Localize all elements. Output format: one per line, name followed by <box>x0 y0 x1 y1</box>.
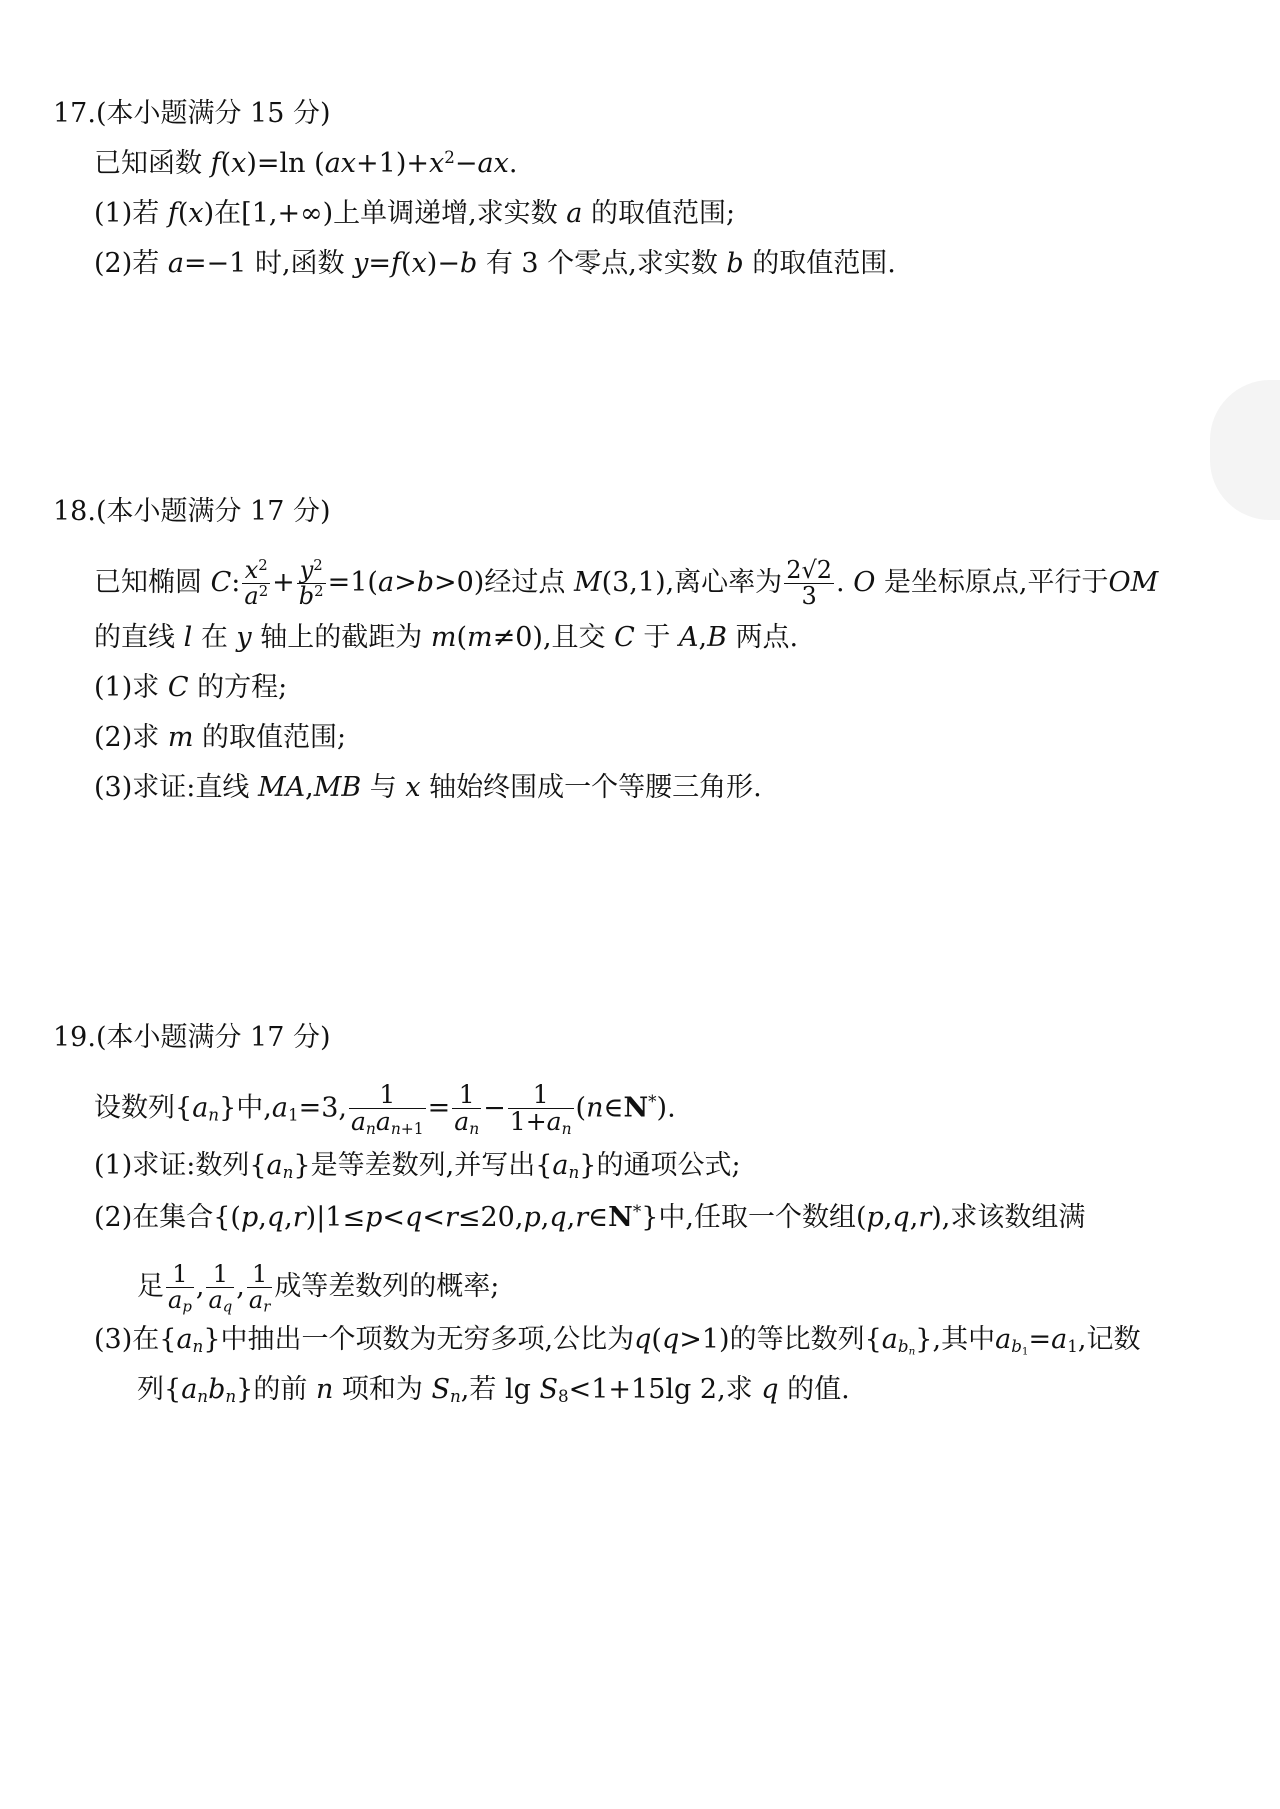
q18-line2-b: 在 <box>192 622 237 653</box>
q18-part2: (2)求 m 的取值范围; <box>94 722 347 753</box>
q18-stem: 已知椭圆 C: $\frac{x^2}{a^2}$ + $\frac{y^2}{b^2}$ =1(a>b>0)经过点 M(3,1),离心率为 $\frac{2√2}{3}$ . O 是坐标原点,平行于OM <box>94 555 1159 611</box>
q19-part3-d: ,其中 <box>932 1324 996 1355</box>
q18-part1-label: (1)求 <box>94 672 168 703</box>
q19-part2-line2-b: 成等差数列的概率; <box>274 1271 500 1303</box>
q19-part3-line2-d: ,若 lg <box>460 1374 540 1405</box>
q19-part2-a: (2)在集合 <box>94 1202 214 1233</box>
q19-part2-c: ,求该数组满 <box>941 1202 1086 1233</box>
q17-part2: (2)若 a=−1 时,函数 y=f(x)−b 有 3 个零点,求实数 b 的取值范围. <box>94 248 896 279</box>
q19-part3-a: (3)在 <box>94 1324 160 1355</box>
q18-line2-e: 于 <box>634 622 679 653</box>
q18-heading: 18.(本小题满分 17 分) <box>53 496 331 527</box>
q19-part1-a: (1)求证:数列 <box>94 1150 250 1181</box>
q19-part1-c: 的通项公式; <box>596 1150 741 1181</box>
q19-part3-b: 中抽出一个项数为无穷多项,公比为 <box>220 1324 635 1355</box>
q19-part3: (3)在$\{a_n\}$中抽出一个项数为无穷多项,公比为q(q>1)的等比数列$\{a_{b_n}\}$,其中$a_{b_1}=a_1$,记数 <box>94 1324 1141 1358</box>
q17-stem: 已知函数 f(x)=ln $(ax+1)+x^2-ax$. <box>94 146 518 179</box>
q17-part1-end: 的取值范围; <box>582 198 736 229</box>
q17-stem-text: 已知函数 <box>94 148 211 179</box>
q19-part3-line2-e: <1+15lg 2,求 <box>568 1374 762 1405</box>
q18-part3-label: (3)求证:直线 <box>94 772 258 803</box>
q18-stem-condition: 经过点 <box>484 567 574 599</box>
q19-stem-mid: 中, <box>236 1092 272 1124</box>
q18-stem-after: 是坐标原点,平行于 <box>883 567 1109 599</box>
q19-part3-line2: 列$\{a_nb_n\}$的前 n 项和为 $S_n$,若 $\lg S_8<1+15\lg$ 2,求 q 的值. <box>137 1374 850 1407</box>
q19-stem-text: 设数列 <box>94 1092 175 1124</box>
q18-stem-point: (3,1),离心率为 <box>601 567 783 599</box>
q19-part1-b: 是等差数列,并写出 <box>310 1150 536 1181</box>
q18-part2-end: 的取值范围; <box>193 722 347 753</box>
q19-part3-e: ,记数 <box>1077 1324 1141 1355</box>
q18-line2-f: 两点. <box>726 622 799 653</box>
q18-line2-c: 轴上的截距为 <box>251 622 431 653</box>
q19-part2-line2: 足 $\frac{1}{a_p}$ , $\frac{1}{a_q}$ , $\frac{1}{a_r}$ 成等差数列的概率; <box>137 1260 500 1316</box>
q19-heading: 19.(本小题满分 17 分) <box>53 1022 331 1053</box>
q18-part1: (1)求 C 的方程; <box>94 672 288 703</box>
q19-part1: (1)求证:数列$\{a_n\}$是等差数列,并写出$\{a_n\}$的通项公式; <box>94 1150 741 1183</box>
q18-stem-line2: 的直线 l 在 y 轴上的截距为 m(m≠0),且交 C 于 A,B 两点. <box>94 622 799 653</box>
q19-part3-line2-b: 的前 <box>253 1374 316 1405</box>
q18-part3-mid: 与 <box>361 772 406 803</box>
q18-line2-d: ),且交 <box>532 622 615 653</box>
q18-part1-end: 的方程; <box>188 672 288 703</box>
scan-shadow <box>1210 380 1280 520</box>
q19-part2-line2-a: 足 <box>137 1271 164 1303</box>
q18-part3: (3)求证:直线 MA,MB 与 x 轴始终围成一个等腰三角形. <box>94 772 762 803</box>
q17-heading: 17.(本小题满分 15 分) <box>53 98 331 129</box>
q17-part1-label: (1)若 <box>94 198 168 229</box>
q19-part3-line2-a: 列 <box>137 1374 164 1405</box>
q19-part2-b: 中,任取一个数组 <box>658 1202 856 1233</box>
q17-part2-end: 的取值范围. <box>743 248 896 279</box>
q17-part2-after: 有 3 个零点,求实数 <box>477 248 727 279</box>
q19-stem: 设数列$\{a_n\}$中$,a_1=3$, $\frac{1}{a_na_{n+1}}$ = $\frac{1}{a_n}$ − $\frac{1}{1+a_n}$ (n∈N*). <box>94 1080 676 1139</box>
q18-part3-end: 轴始终围成一个等腰三角形. <box>420 772 762 803</box>
q19-part3-line2-f: 的值. <box>778 1374 850 1405</box>
q19-part2: (2)在集合{(p,q,r)|1≤p<q<r≤20,p,q,r∈N*}中,任取一个数组(p,q,r),求该数组满 <box>94 1200 1086 1233</box>
q19-part3-c: 的等比数列 <box>729 1324 865 1355</box>
q17-part1: (1)若 f(x)在[1,+∞)上单调递增,求实数 a 的取值范围; <box>94 198 736 229</box>
q17-part2-text: 时,函数 <box>254 248 354 279</box>
q19-part3-line2-c: 项和为 <box>333 1374 432 1405</box>
q17-part2-label: (2)若 <box>94 248 168 279</box>
q17-part1-text: 在[1,+∞)上单调递增,求实数 <box>214 198 567 229</box>
q18-part2-label: (2)求 <box>94 722 168 753</box>
q18-line2-a: 的直线 <box>94 622 184 653</box>
q18-stem-text: 已知椭圆 <box>94 567 211 599</box>
